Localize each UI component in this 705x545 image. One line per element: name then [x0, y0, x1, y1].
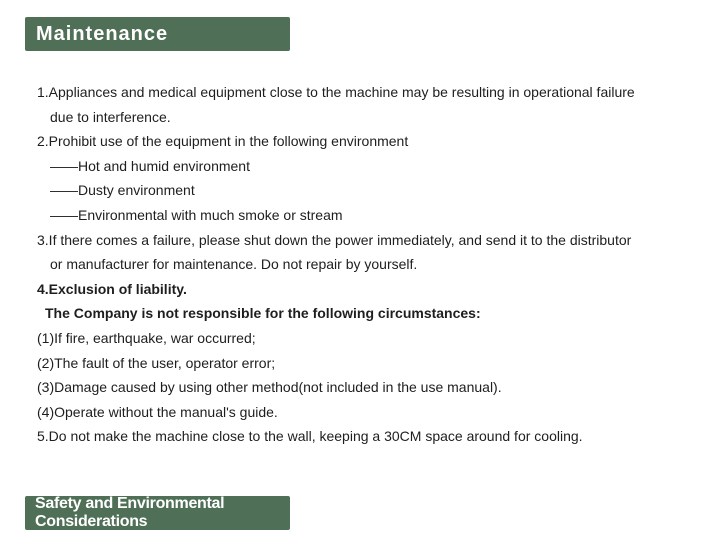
liability-item-1: (1)If fire, earthquake, war occurred;	[37, 329, 256, 346]
environment-item-smoke: ——Environmental with much smoke or stream	[50, 206, 343, 223]
item-2-text: 2.Prohibit use of the equipment in the following environment	[37, 133, 409, 150]
liability-subheading: The Company is not responsible for the following circumstances:	[45, 305, 481, 322]
item-3-continuation: or manufacturer for maintenance. Do not repair by yourself.	[50, 256, 418, 273]
safety-title: Safety and Environmental Considerations	[35, 495, 225, 530]
item-3-text: 3.If there comes a failure, please shut down the power immediately, and send it to the distributor	[37, 231, 632, 248]
item-1-text: 1.Appliances and medical equipment close to the machine may be resulting in operational failure	[37, 84, 635, 100]
liability-item-4: (4)Operate without the manual's guide.	[37, 403, 278, 420]
item-4-heading: 4.Exclusion of liability.	[37, 280, 187, 297]
maintenance-header	[25, 17, 290, 51]
liability-item-2: (2)The fault of the user, operator error;	[37, 354, 276, 371]
maintenance-title: Maintenance	[36, 22, 169, 45]
safety-header	[25, 496, 290, 530]
item-5-text: 5.Do not make the machine close to the wall, keeping a 30CM space around for cooling.	[37, 428, 583, 445]
item-1-continuation: due to interference.	[50, 108, 171, 125]
maintenance-content	[37, 80, 687, 449]
environment-item-dusty: ——Dusty environment	[50, 182, 195, 199]
liability-item-3: (3)Damage caused by using other method(not included in the use manual).	[37, 379, 502, 396]
environment-item-humid: ——Hot and humid environment	[50, 157, 250, 174]
